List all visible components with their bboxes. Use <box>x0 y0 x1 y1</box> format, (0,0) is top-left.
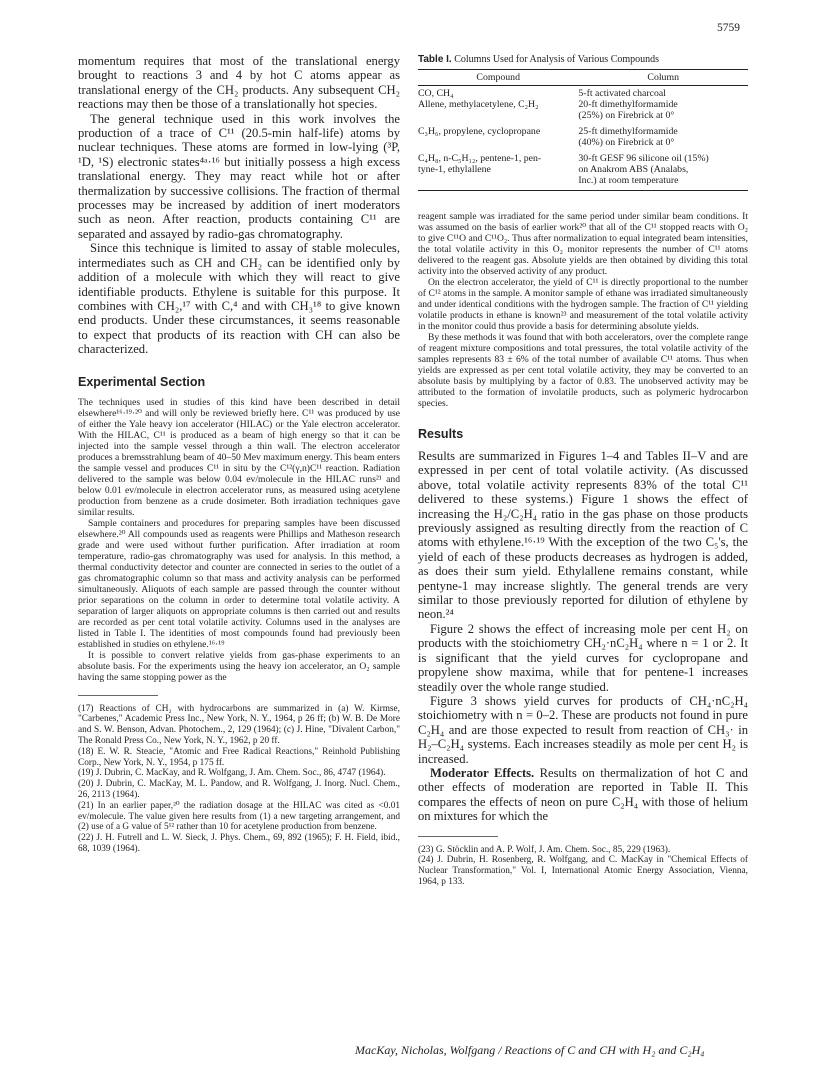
left-column <box>78 54 400 855</box>
columns-table <box>418 69 748 191</box>
experimental-section <box>78 397 400 683</box>
experimental-heading: Experimental Section <box>78 374 206 389</box>
footnote: (21) In an earlier paper,²⁰ the radiation dosage at the HILAC was cited as <0.01 ev/molecule. The value given here results from (1) a new targeting arrangement, and (2) use of a G value of 5¹² rather than 10 for acetylene production from benzene. <box>78 800 400 833</box>
results-section <box>418 449 748 824</box>
table-label: Table I. <box>418 54 452 65</box>
table-cell: C₃H₆, propylene, cyclopropane <box>418 126 541 137</box>
results-paragraph: Figure 2 shows the effect of increasing mole per cent H₂ on products with the stoichiometry CH₂·nC₂H₄ where n = 1 or 2. It is significant that the yield curves for cyclopropane and propylene show maxima, while that for pentene-1 increases steadily over the whole range studied. <box>418 621 748 694</box>
footnote: (20) J. Dubrin, C. MacKay, M. L. Pandow, and R. Wolfgang, J. Inorg. Nucl. Chem., 26, 2113 (1964). <box>78 779 400 800</box>
experimental-paragraph: It is possible to convert relative yields from gas-phase experiments to an absolute basis. For the experiments using the heavy ion accelerator, an O₂ sample having the same stopping power as the <box>78 649 400 683</box>
introduction <box>78 54 400 357</box>
footnotes-left <box>78 704 400 855</box>
table-row <box>418 124 748 151</box>
footnote: (19) J. Dubrin, C. MacKay, and R. Wolfgang, J. Am. Chem. Soc., 86, 4747 (1964). <box>78 768 386 779</box>
table-header-compound: Compound <box>418 70 578 86</box>
table-cell: C₄H₈, n-C₅H₁₂, pentene-1, pen- tyne-1, ethylallene <box>418 151 578 191</box>
intro-paragraph: momentum requires that most of the translational energy brought to reactions 3 and 4 by hot C atoms appear as translational energy of the CH₂ products. Any subsequent CH₂ reactions may then be those of a translationally hot species. <box>78 54 400 112</box>
method-paragraph: reagent sample was irradiated for the same period under similar beam conditions. It was assumed on the basis of earlier work²⁰ that all of the C¹¹ stopped reacts with O₂ to give C¹¹O and C¹¹O₂. Thus after normalization to equal integrated beam intensities, the total volatile activity in this O₂ monitor represents the number of C¹¹ atoms delivered to the reagent gas. Absolute yields are then obtained by dividing this total activity into the observed activity of any product. <box>418 211 748 277</box>
method-paragraph: By these methods it was found that with both accelerators, over the complete range of reagent mixture compositions and total pressures, the total volatile activity of the samples represents 83 ± 6% of the total number of available C¹¹ atoms. Thus when yields are expressed as per cent total volatile activity, they may be converted to an absolute basis by multiplying by a factor of 0.83. The unobserved activity may be attributed to the formation of involatile products, such as polymeric hydrocarbon species. <box>418 332 748 409</box>
footnote-divider <box>78 695 158 696</box>
table-caption <box>418 54 748 65</box>
table-header-column: Column <box>578 70 748 86</box>
method-paragraph: On the electron accelerator, the yield of C¹¹ is directly proportional to the number of C¹² atoms in the sample. A monitor sample of ethane was irradiated simultaneously and under identical conditions with the hydrogen sample. The fraction of C¹¹ yielding volatile products in ethane is known²³ and measurement of the total volatile activity in the monitor could thus provide a basis for determining absolute yields. <box>418 277 748 332</box>
footnote: (23) G. Stöcklin and A. P. Wolf, J. Am. Chem. Soc., 85, 229 (1963). <box>418 844 671 855</box>
table-row <box>418 151 748 191</box>
intro-paragraph: Since this technique is limited to assay of stable molecules, intermediates such as CH and CH₂ can be identified only by addition of a molecule with which they will react to give identifiable products. Ethylene is suitable for this purpose. It combines with CH₂,¹⁷ with C,⁴ and with CH₃¹⁸ to give known end products. Under these circumstances, it seems reasonable to expect that products of its reaction with CH can also be characterized. <box>78 241 400 357</box>
moderator-text: Results on thermalization of hot C and other effects of moderation are reported in Table II. This compares the effects of neon on pure C₂H₄ with those of helium on mixtures for which the <box>418 765 748 824</box>
results-heading: Results <box>418 427 464 441</box>
footnote: (24) J. Dubrin, H. Rosenberg, R. Wolfgang, and C. MacKay in "Chemical Effects of Nuclear Transformation," Vol. I, International Atomic Energy Association, Vienna, 1964, p 133. <box>418 855 748 887</box>
experimental-paragraph: The techniques used in studies of this kind have been described in detail elsewhere¹⁶·¹⁹·²⁰ and will only be reviewed briefly here. C¹¹ was produced by use of either the Yale heavy ion accelerator (HILAC) or the Yale electron accelerator. With the HILAC, C¹¹ is produced as a beam of high energy so that it can be injected into the sample vessel through a thin wall. The electron accelerator produces a bremsstrahlung beam of 40–50 Mev maximum energy. This beam enters the sample vessel and produces C¹¹ in situ by the C¹²(γ,n)C¹¹ reaction. Radiation delivered to the sample was below 0.04 ev/molecule in the HILAC runs²¹ and below 0.01 ev/molecule in electron accelerator runs, as measured using acetylene production from benzene as a crude dosimeter. Both irradiation techniques gave similar results. <box>78 396 400 518</box>
footnote: (22) J. H. Futrell and L. W. Sieck, J. Phys. Chem., 69, 892 (1965); F. H. Field, ibid., 68, 1039 (1964). <box>78 833 400 854</box>
moderator-paragraph <box>418 766 748 824</box>
footnote: (18) E. W. R. Steacie, "Atomic and Free Radical Reactions," Reinhold Publishing Corp., New York, N. Y., 1954, p 175 ff. <box>78 746 400 768</box>
table-cell: 5-ft activated charcoal 20-ft dimethylformamide (25%) on Firebrick at 0° <box>578 88 678 121</box>
running-footer: MacKay, Nicholas, Wolfgang / Reactions of C and CH with H₂ and C₂H₄ <box>355 1043 705 1057</box>
page-number: 5759 <box>717 22 740 34</box>
table-row <box>418 86 748 125</box>
intro-paragraph: The general technique used in this work involves the production of a trace of C¹¹ (20.5-min half-life) atoms by nuclear techniques. These atoms are formed in low-lying (³P, ¹D, ¹S) electronic states⁴ᵃ·¹⁶ but initially possess a high excess translational energy. They may react while hot or after thermalization by successive collisions. The fraction of thermal processes may be increased by addition of inert moderators such as neon. After reaction, products containing C¹¹ are separated and assayed by radio-gas chromatography. <box>78 111 400 241</box>
right-column <box>418 54 748 888</box>
results-paragraph: Results are summarized in Figures 1–4 and Tables II–V and are expressed in per cent of total volatile activity. (As discussed above, total volatile activity represents 83% of the total C¹¹ delivered to these systems.) Figure 1 shows the effect of increasing the H₂/C₂H₄ ratio in the gas phase on those products previously assigned as resulting directly from the reaction of C atoms with ethylene.¹⁶·¹⁹ With the exception of the two C₅'s, the yield of each of these products decreases as hydrogen is added, as does their sum yield. Ethylallene remains constant, while pentyne-1 may increase slightly. The general trends are very similar to those previously reported for dilution of ethylene by neon.²⁴ <box>418 449 748 622</box>
table-title: Columns Used for Analysis of Various Compounds <box>454 54 660 65</box>
footnote: (17) Reactions of CH₂ with hydrocarbons are summarized in (a) W. Kirmse, "Carbenes," Academic Press Inc., New York, N. Y., 1964, p 26 ff; (b) W. B. De More and S. W. Benson, Advan. Photochem., 2, 129 (1964); (c) J. Hine, "Divalent Carbon," The Ronald Press Co., New York, N. Y., 1962, p 20 ff. <box>78 703 400 746</box>
absolute-yield-section <box>418 211 748 409</box>
moderator-heading: Moderator Effects. <box>430 765 535 780</box>
footnote-divider <box>418 836 498 837</box>
table-cell: 25-ft dimethylformamide (40%) on Firebrick at 0° <box>578 126 678 148</box>
table-cell: 30-ft GESF 96 silicone oil (15%) on Anakrom ABS (Analabs, Inc.) at room temperature <box>578 151 748 191</box>
results-paragraph: Figure 3 shows yield curves for products of CH₄·nC₂H₄ stoichiometry with n = 0–2. These are products not found in pure C₂H₄ and are those expected to result from reaction of CH₃· in H₂–C₂H₄ systems. Each increases steadily as mole per cent H₂ is increased. <box>418 693 748 766</box>
table-cell: CO, CH₄ Allene, methylacetylene, C₂H₂ <box>418 88 539 110</box>
footnotes-right <box>418 845 748 888</box>
experimental-paragraph: Sample containers and procedures for preparing samples have been discussed elsewhere.²⁰ All compounds used as reagents were Phillips and Matheson research grade and were used without further purification. After irradiation at room temperature, radio-gas chromatography was used for analysis. In this method, a thermal conductivity detector and counter are connected in series to the outlet of a gas chromatographic column so that mass and activity analysis can be performed simultaneously. Aliquots of each sample are passed through the counter without prior separations on the column in order to determine total volatile activity. A separation of larger aliquots on appropriate columns is then carried out and results are recorded as per cent total volatile activity. Columns used in the analyses are listed in Table I. The identities of most compounds found had previously been established in studies on ethylene.¹⁶·¹⁹ <box>78 517 400 650</box>
